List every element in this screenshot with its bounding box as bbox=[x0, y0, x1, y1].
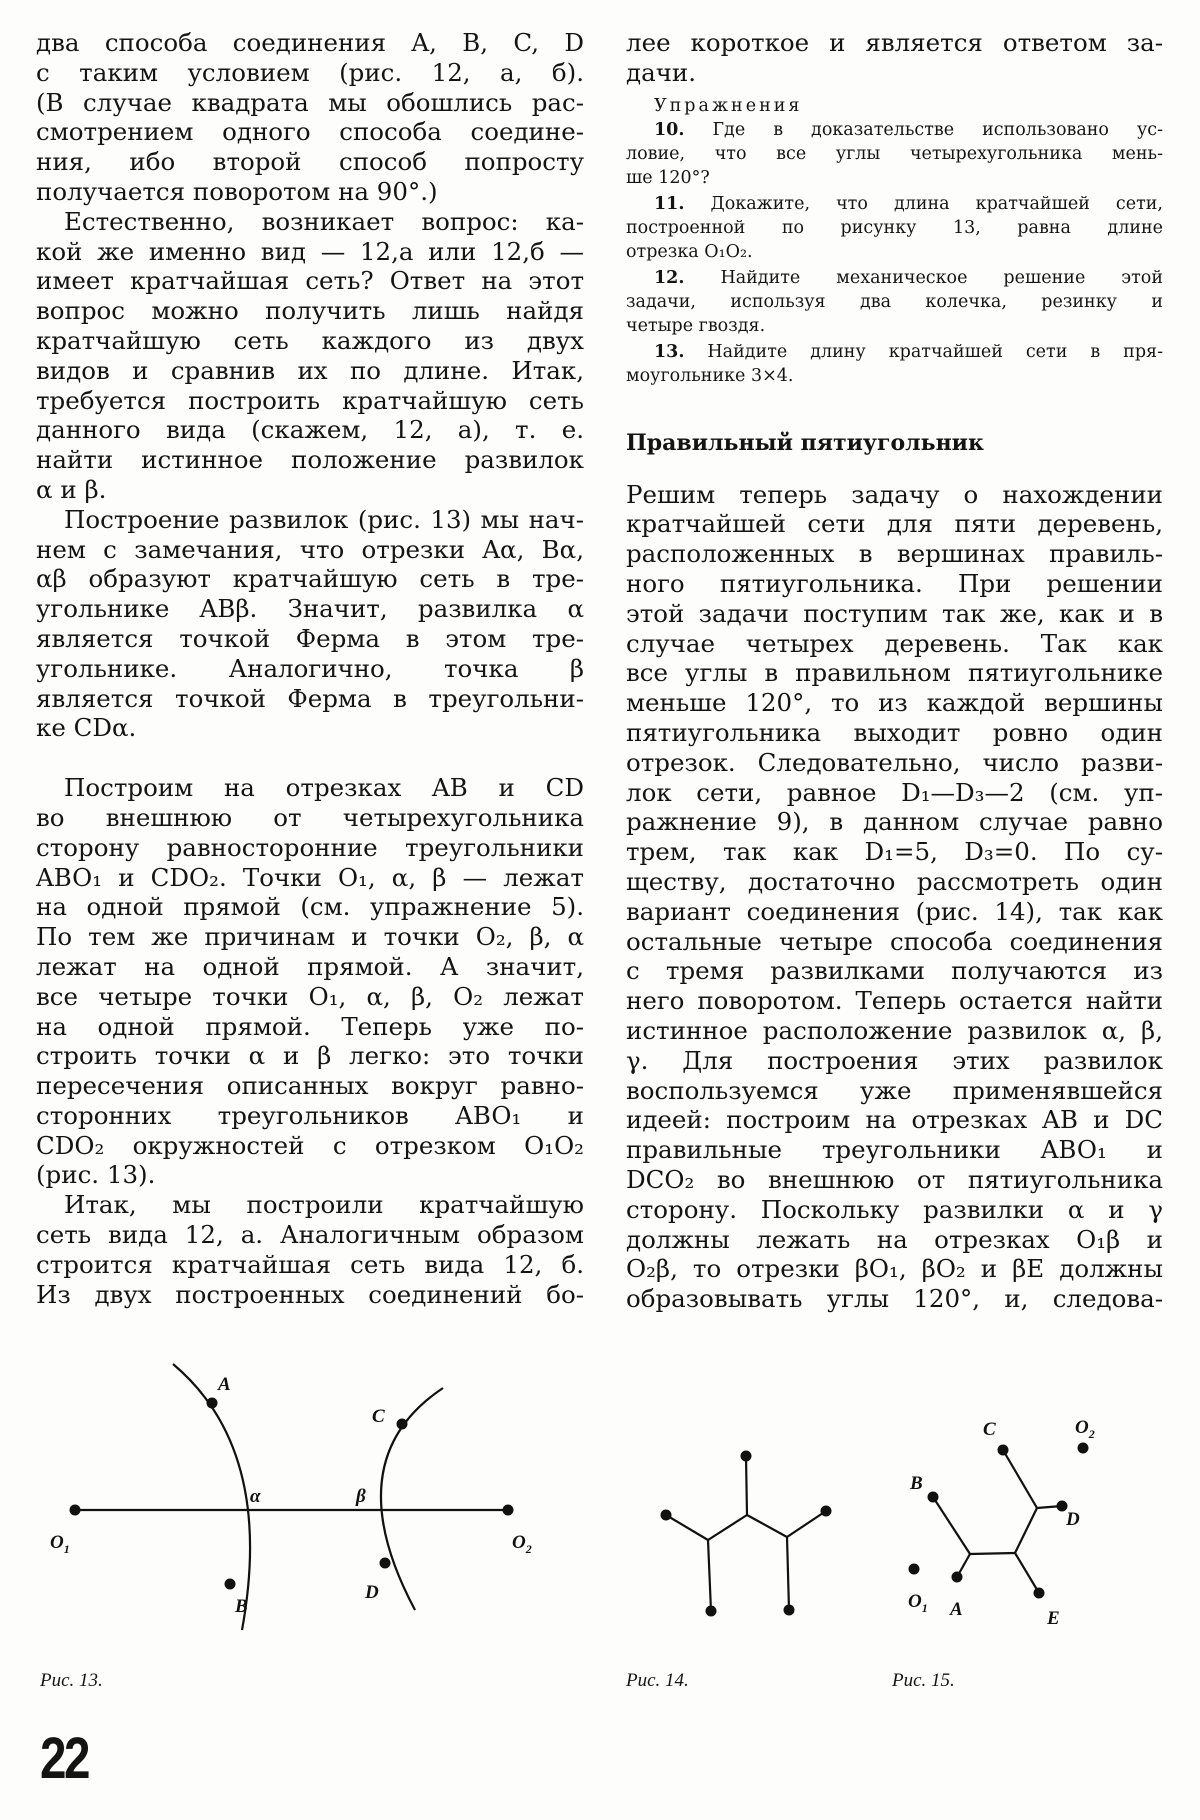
label-a: A bbox=[218, 1374, 231, 1395]
text-line: строится кратчайшая сеть вида 12, б. bbox=[36, 1249, 584, 1279]
arc-cdo2 bbox=[381, 1388, 443, 1610]
text-line: расположенных в вершинах правиль- bbox=[626, 539, 1163, 569]
point-o1 bbox=[909, 1564, 920, 1575]
exercises-list bbox=[626, 118, 1163, 388]
text-line: является точкой Ферма в этом тре- bbox=[36, 623, 584, 653]
exercise-line bbox=[626, 166, 1163, 190]
edge bbox=[708, 1540, 711, 1611]
text-line: этой задачи поступим так же, как и в bbox=[626, 598, 1163, 628]
vertex bbox=[741, 1451, 752, 1462]
text-line: ражнение 9), в данном случае равно bbox=[626, 807, 1163, 837]
text-line: O₂β, то отрезки βO₁, βO₂ и βE должны bbox=[626, 1254, 1163, 1284]
text-line: сторону равносторонние треугольники bbox=[36, 832, 584, 862]
label-e: E bbox=[1047, 1608, 1060, 1629]
text-line: с таким условием (рис. 12, а, б). bbox=[36, 57, 584, 87]
exercise-line bbox=[626, 314, 1163, 338]
point-o2 bbox=[1078, 1443, 1089, 1454]
text-line: лежат на одной прямой. А значит, bbox=[36, 951, 584, 981]
label-a: A bbox=[950, 1599, 963, 1620]
text-line: трем, так как D₁=5, D₃=0. По су- bbox=[626, 837, 1163, 867]
text-line: дачи. bbox=[626, 57, 697, 87]
edge-alpha-beta bbox=[970, 1553, 1015, 1554]
exercise-number: 11. bbox=[654, 193, 685, 214]
exercise-number: 10. bbox=[654, 119, 685, 140]
text-line: вариант соединения (рис. 14), так как bbox=[626, 896, 1163, 926]
figure-14 bbox=[620, 1380, 860, 1640]
text-line: меньше 120°, то из каждой вершины bbox=[626, 688, 1163, 718]
text-line: угольнике. Аналогично, точка β bbox=[36, 653, 584, 683]
text-line: образовывать углы 120°, и, следова- bbox=[626, 1284, 1163, 1314]
text-line: DCO₂ во внешнюю от пятиугольника bbox=[626, 1164, 1163, 1194]
text-line: все углы в правильном пятиугольнике bbox=[626, 658, 1163, 688]
text-line: сеть вида 12, а. Аналогичным образом bbox=[36, 1220, 584, 1250]
text-line: α и β. bbox=[36, 474, 107, 504]
vertex bbox=[784, 1605, 795, 1616]
text-line: отрезок. Следовательно, число разви- bbox=[626, 747, 1163, 777]
text-line: требуется построить кратчайшую сеть bbox=[36, 385, 584, 415]
text-line: является точкой Ферма в треугольни- bbox=[36, 683, 584, 713]
point-a bbox=[952, 1572, 963, 1583]
text-line: Построение развилок (рис. 13) мы нач- bbox=[64, 504, 584, 534]
edge-b-alpha bbox=[933, 1497, 970, 1554]
text-line: ке CDα. bbox=[36, 713, 137, 743]
exercises-heading: Упражнения bbox=[654, 95, 803, 116]
text-line: вопрос можно получить лишь найдя bbox=[36, 296, 584, 326]
exercise-text: ше 120°? bbox=[626, 167, 710, 188]
exercise-number: 13. bbox=[654, 341, 685, 362]
edge bbox=[787, 1537, 789, 1610]
exercise-text: Докажите, что длина кратчайшей сети, bbox=[710, 193, 1163, 214]
label-beta: β bbox=[356, 1486, 366, 1507]
text-line: видов и сравнив их по длине. Итак, bbox=[36, 355, 584, 385]
text-line: (В случае квадрата мы обошлись рас- bbox=[36, 87, 584, 117]
edge-beta-e bbox=[1015, 1553, 1039, 1593]
text-line: Итак, мы построили кратчайшую bbox=[64, 1190, 584, 1220]
section-heading: Правильный пятиугольник bbox=[626, 429, 984, 456]
text-line: правильные треугольники ABO₁ и bbox=[626, 1135, 1163, 1165]
exercise-text: четыре гвоздя. bbox=[626, 315, 766, 336]
point-e bbox=[1034, 1588, 1045, 1599]
exercise-text: Найдите длину кратчайшей сети в пря- bbox=[707, 341, 1163, 362]
text-line: ния, ибо второй способ попросту bbox=[36, 147, 584, 177]
text-line: сторону. Поскольку развилки α и γ bbox=[626, 1194, 1163, 1224]
text-line: получается поворотом на 90°.) bbox=[36, 176, 438, 206]
text-line: Построим на отрезках AB и CD bbox=[64, 773, 584, 803]
figure-13 bbox=[30, 1340, 590, 1640]
exercise-text: задачи, используя два колечка, резинку и bbox=[626, 291, 1163, 312]
exercise-item bbox=[626, 192, 1163, 264]
text-line: лее короткое и является ответом за- bbox=[626, 28, 1163, 57]
vertex bbox=[821, 1506, 832, 1517]
text-line: все четыре точки O₁, α, β, O₂ лежат bbox=[36, 981, 584, 1011]
text-line: CDO₂ окружностей с отрезком O₁O₂ bbox=[36, 1130, 584, 1160]
exercise-text: отрезка O₁O₂. bbox=[626, 241, 753, 262]
label-o1: $O_1$ bbox=[908, 1591, 928, 1615]
exercise-text: построенной по рисунку 13, равна длине bbox=[626, 217, 1163, 238]
text-line: кратчайшую сеть каждого из двух bbox=[36, 325, 584, 355]
text-line: лок сети, равное D₁—D₃—2 (см. уп- bbox=[626, 777, 1163, 807]
text-line: ABO₁ и CDO₂. Точки O₁, α, β — лежат bbox=[36, 862, 584, 892]
text-line: должны лежать на отрезках O₁β и bbox=[626, 1224, 1163, 1254]
exercise-text: Найдите механическое решение этой bbox=[720, 267, 1163, 288]
label-d: D bbox=[1066, 1509, 1080, 1530]
label-c: C bbox=[372, 1406, 385, 1427]
text-line: Из двух построенных соединений бо- bbox=[36, 1279, 584, 1309]
exercise-line bbox=[626, 266, 1163, 290]
text-line: кратчайшей сети для пяти деревень, bbox=[626, 509, 1163, 539]
text-line: остальные четыре способа соединения bbox=[626, 926, 1163, 956]
figure-15 bbox=[890, 1380, 1190, 1640]
text-line: Решим теперь задачу о нахождении bbox=[626, 479, 1163, 509]
paragraph-gap bbox=[36, 743, 584, 773]
exercise-number: 12. bbox=[654, 267, 685, 288]
text-line: Естественно, возникает вопрос: ка- bbox=[64, 206, 584, 236]
caption-fig13: Рис. 13. bbox=[40, 1670, 103, 1691]
text-line: кой же именно вид — 12,а или 12,б — bbox=[36, 236, 584, 266]
text-line: два способа соединения A, B, C, D bbox=[36, 28, 584, 57]
exercise-line bbox=[626, 142, 1163, 166]
text-line: идеей: построим на отрезках AB и DC bbox=[626, 1105, 1163, 1135]
text-line: αβ образуют кратчайшую сеть в тре- bbox=[36, 564, 584, 594]
exercise-text: моугольнике 3×4. bbox=[626, 365, 794, 386]
label-o2: $O_2$ bbox=[512, 1532, 532, 1556]
label-c: C bbox=[983, 1419, 996, 1440]
edge bbox=[787, 1511, 826, 1537]
edge-beta-gamma bbox=[1015, 1508, 1037, 1553]
right-column bbox=[626, 28, 1163, 1314]
text-line: истинное расположение развилок α, β, bbox=[626, 1015, 1163, 1045]
caption-fig15: Рис. 15. bbox=[892, 1670, 955, 1691]
section-paragraph bbox=[626, 480, 1163, 1314]
label-d: D bbox=[365, 1582, 379, 1603]
text-line: смотрением одного способа соедине- bbox=[36, 117, 584, 147]
exercise-line bbox=[626, 216, 1163, 240]
text-line: имеет кратчайшая сеть? Ответ на этот bbox=[36, 266, 584, 296]
vertex bbox=[706, 1606, 717, 1617]
text-line: По тем же причинам и точки O₂, β, α bbox=[36, 922, 584, 952]
text-line: ществу, достаточно рассмотреть один bbox=[626, 866, 1163, 896]
exercise-line bbox=[626, 340, 1163, 364]
edge-gamma-c bbox=[1003, 1450, 1037, 1508]
left-column bbox=[36, 28, 584, 1309]
label-alpha: α bbox=[250, 1486, 261, 1507]
text-line: на одной прямой (см. упражнение 5). bbox=[36, 892, 584, 922]
text-line: строить точки α и β легко: это точки bbox=[36, 1041, 584, 1071]
vertex bbox=[661, 1510, 672, 1521]
text-line: сторонних треугольников ABO₁ и bbox=[36, 1100, 584, 1130]
label-o1: $O_1$ bbox=[50, 1532, 70, 1556]
point-o2 bbox=[503, 1505, 514, 1516]
text-line: пятиугольника выходит ровно один bbox=[626, 717, 1163, 747]
page-number: 22 bbox=[40, 1726, 88, 1791]
text-line: (рис. 13). bbox=[36, 1160, 156, 1190]
exercise-line bbox=[626, 290, 1163, 314]
exercise-line bbox=[626, 240, 1163, 264]
point-b bbox=[225, 1579, 236, 1590]
exercise-item bbox=[626, 118, 1163, 190]
text-line: найти истинное положение развилок bbox=[36, 445, 584, 475]
exercise-line bbox=[626, 192, 1163, 216]
exercise-line bbox=[626, 364, 1163, 388]
label-b: B bbox=[910, 1473, 923, 1494]
point-b bbox=[928, 1492, 939, 1503]
text-line: данного вида (скажем, 12, а), т. е. bbox=[36, 415, 584, 445]
label-b: B bbox=[235, 1596, 248, 1617]
text-line: нем с замечания, что отрезки Aα, Bα, bbox=[36, 534, 584, 564]
exercise-text: Где в доказательстве использовано ус- bbox=[712, 119, 1163, 140]
exercise-line bbox=[626, 118, 1163, 142]
point-o1 bbox=[70, 1505, 81, 1516]
point-a bbox=[207, 1398, 218, 1409]
edge bbox=[747, 1515, 787, 1537]
exercise-text: ловие, что все углы четырехугольника мень- bbox=[626, 143, 1163, 164]
edge bbox=[708, 1515, 747, 1540]
text-line: γ. Для построения этих развилок bbox=[626, 1045, 1163, 1075]
text-line: пересечения описанных вокруг равно- bbox=[36, 1071, 584, 1101]
label-o2: $O_2$ bbox=[1075, 1417, 1095, 1441]
point-c bbox=[998, 1445, 1009, 1456]
caption-fig14: Рис. 14. bbox=[626, 1670, 689, 1691]
text-line: во внешнюю от четырехугольника bbox=[36, 802, 584, 832]
edge bbox=[666, 1515, 708, 1540]
text-line: него поворотом. Теперь остается найти bbox=[626, 986, 1163, 1016]
text-line: воспользуемся уже применявшейся bbox=[626, 1075, 1163, 1105]
edge bbox=[746, 1456, 747, 1515]
intro-paragraph bbox=[626, 28, 1163, 88]
text-line: случае четырех деревень. Так как bbox=[626, 628, 1163, 658]
point-c bbox=[397, 1419, 408, 1430]
text-line: с тремя развилками получаются из bbox=[626, 956, 1163, 986]
text-line: ного пятиугольника. При решении bbox=[626, 568, 1163, 598]
exercise-item bbox=[626, 266, 1163, 338]
point-d bbox=[380, 1558, 391, 1569]
text-line: на одной прямой. Теперь уже по- bbox=[36, 1011, 584, 1041]
exercise-item bbox=[626, 340, 1163, 388]
text-line: угольнике ABβ. Значит, развилка α bbox=[36, 594, 584, 624]
